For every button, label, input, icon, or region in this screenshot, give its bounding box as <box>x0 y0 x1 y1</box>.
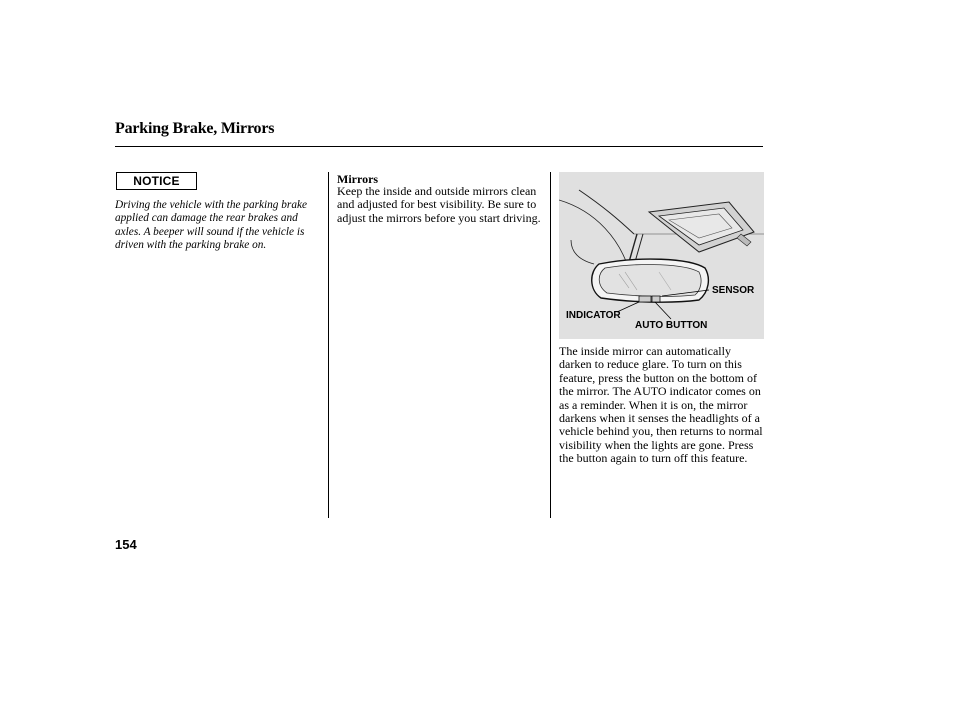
rearview-mirror-illustration <box>559 172 764 339</box>
page-number: 154 <box>115 537 137 552</box>
mirrors-section-body: Keep the inside and outside mirrors clean and adjusted for best visibility. Be sure to adjust the mirrors before you start driving. <box>337 184 541 225</box>
sensor-label: SENSOR <box>712 285 755 296</box>
column-divider-left <box>328 172 329 518</box>
auto-button-label: AUTO BUTTON <box>635 320 708 331</box>
indicator-label: INDICATOR <box>566 310 621 321</box>
page-title: Parking Brake, Mirrors <box>115 120 275 137</box>
notice-text: Driving the vehicle with the parking brake applied can damage the rear brakes and axles. A beeper will sound if the vehicle is driven with the parking brake on. <box>115 199 307 251</box>
mirrors-section-title: Mirrors <box>337 172 379 186</box>
notice-label-box: NOTICE <box>116 172 197 190</box>
column-divider-right <box>550 172 551 518</box>
heading-rule <box>115 146 763 147</box>
inside-mirror-description: The inside mirror can automatically darken to reduce glare. To turn on this feature, press the button on the bottom of the mirror. The AUTO indicator comes on as a reminder. When it is on, the mirror darkens when it senses the headlights of a vehicle behind you, then returns to normal visibility when the lights are gone. Press the button again to turn off this feature. <box>559 344 763 466</box>
